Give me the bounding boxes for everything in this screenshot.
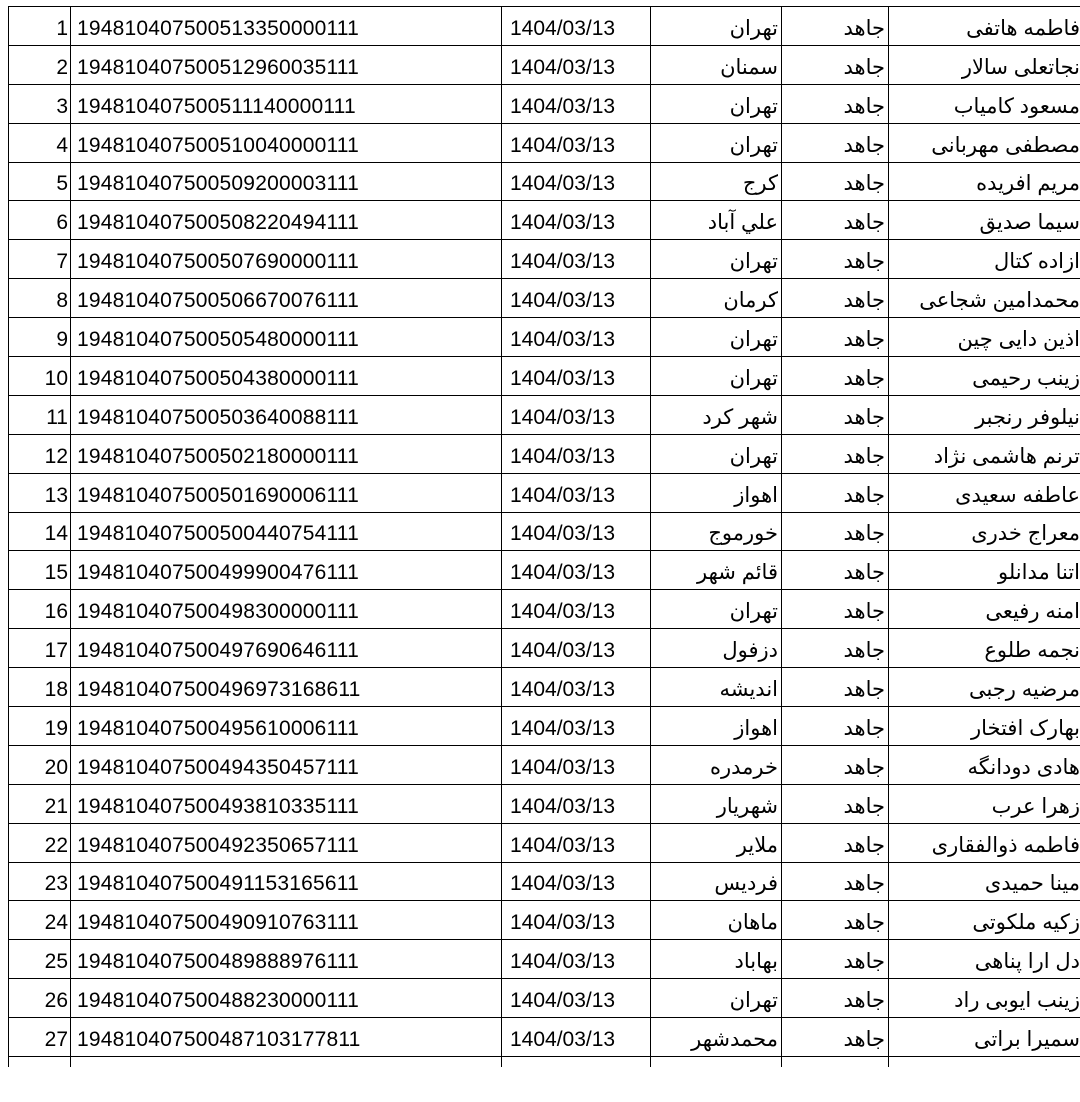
name-cell: اتنا مدانلو: [889, 551, 1080, 590]
name-cell: زهرا عرب: [889, 784, 1080, 823]
date-cell: 1404/03/13: [502, 357, 651, 396]
tracking-code-cell: 194810407500489888976111: [71, 940, 502, 979]
row-number-cell: 15: [9, 551, 71, 590]
city-cell: خورموج: [651, 512, 782, 551]
table-row: [9, 7, 1080, 46]
table-row: [9, 745, 1080, 784]
table-row: [9, 162, 1080, 201]
city-cell: تهران: [651, 318, 782, 357]
city-cell: محمدشهر: [651, 1018, 782, 1057]
name-cell: نجاتعلی سالار: [889, 45, 1080, 84]
tracking-code-cell: 194810407500497690646111: [71, 629, 502, 668]
city-cell: اندیشه: [651, 668, 782, 707]
table-row: [9, 201, 1080, 240]
table-row: [9, 434, 1080, 473]
row-number-cell: 19: [9, 707, 71, 746]
city-cell: خرمدره: [651, 745, 782, 784]
date-cell: 1404/03/13: [502, 279, 651, 318]
table-row: [9, 84, 1080, 123]
tracking-code-cell: 194810407500508220494111: [71, 201, 502, 240]
tracking-code-cell: 194810407500494350457111: [71, 745, 502, 784]
name-cell: زکیه ملکوتی: [889, 901, 1080, 940]
city-cell: کرج: [651, 162, 782, 201]
tracking-code-cell: 194810407500507690000111: [71, 240, 502, 279]
table-body: [9, 7, 1080, 1067]
date-cell: 1404/03/13: [502, 240, 651, 279]
row-number-cell: 4: [9, 123, 71, 162]
city-cell: اهواز: [651, 707, 782, 746]
date-cell: 1404/03/13: [502, 551, 651, 590]
city-cell: دزفول: [651, 629, 782, 668]
city-cell: شهر کرد: [651, 395, 782, 434]
date-cell: 1404/03/13: [502, 473, 651, 512]
date-cell: 1404/03/13: [502, 434, 651, 473]
name-cell: زینب ایوبی راد: [889, 979, 1080, 1018]
row-number-cell: 3: [9, 84, 71, 123]
table-row: [9, 784, 1080, 823]
tracking-code-cell: 194810407500512960035111: [71, 45, 502, 84]
tracking-code-cell: 194810407500506670076111: [71, 279, 502, 318]
table-row: [9, 979, 1080, 1018]
date-cell: 1404/03/13: [502, 1018, 651, 1057]
status-cell: جاهد: [782, 357, 889, 396]
empty-cell: [71, 1057, 502, 1067]
date-cell: 1404/03/13: [502, 784, 651, 823]
name-cell: امنه رفیعی: [889, 590, 1080, 629]
city-cell: تهران: [651, 357, 782, 396]
tracking-code-cell: 194810407500496973168611: [71, 668, 502, 707]
row-number-cell: 5: [9, 162, 71, 201]
tracking-code-cell: 194810407500498300000111: [71, 590, 502, 629]
name-cell: محمدامین شجاعی: [889, 279, 1080, 318]
name-cell: معراج خدری: [889, 512, 1080, 551]
city-cell: شهریار: [651, 784, 782, 823]
tracking-code-cell: 194810407500488230000111: [71, 979, 502, 1018]
date-cell: 1404/03/13: [502, 201, 651, 240]
status-cell: جاهد: [782, 551, 889, 590]
status-cell: جاهد: [782, 7, 889, 46]
status-cell: جاهد: [782, 434, 889, 473]
row-number-cell: 13: [9, 473, 71, 512]
tracking-code-cell: 194810407500490910763111: [71, 901, 502, 940]
date-cell: 1404/03/13: [502, 395, 651, 434]
name-cell: اذین دایی چین: [889, 318, 1080, 357]
table-row: [9, 862, 1080, 901]
city-cell: ماهان: [651, 901, 782, 940]
tracking-code-cell: 194810407500500440754111: [71, 512, 502, 551]
city-cell: تهران: [651, 979, 782, 1018]
row-number-cell: 9: [9, 318, 71, 357]
empty-cell: [889, 1057, 1080, 1067]
date-cell: 1404/03/13: [502, 862, 651, 901]
status-cell: جاهد: [782, 979, 889, 1018]
status-cell: جاهد: [782, 668, 889, 707]
date-cell: 1404/03/13: [502, 123, 651, 162]
name-cell: زینب رحیمی: [889, 357, 1080, 396]
row-number-cell: 10: [9, 357, 71, 396]
tracking-code-cell: 194810407500491153165611: [71, 862, 502, 901]
city-cell: کرمان: [651, 279, 782, 318]
status-cell: جاهد: [782, 240, 889, 279]
name-cell: مریم افریده: [889, 162, 1080, 201]
status-cell: جاهد: [782, 123, 889, 162]
status-cell: جاهد: [782, 473, 889, 512]
tracking-code-cell: 194810407500501690006111: [71, 473, 502, 512]
name-cell: مصطفی مهربانی: [889, 123, 1080, 162]
row-number-cell: 25: [9, 940, 71, 979]
name-cell: مینا حمیدی: [889, 862, 1080, 901]
empty-cell: [651, 1057, 782, 1067]
row-number-cell: 17: [9, 629, 71, 668]
date-cell: 1404/03/13: [502, 940, 651, 979]
status-cell: جاهد: [782, 745, 889, 784]
empty-cell: [782, 1057, 889, 1067]
status-cell: جاهد: [782, 279, 889, 318]
name-cell: سیما صدیق: [889, 201, 1080, 240]
status-cell: جاهد: [782, 84, 889, 123]
row-number-cell: 23: [9, 862, 71, 901]
row-number-cell: 21: [9, 784, 71, 823]
name-cell: سمیرا براتی: [889, 1018, 1080, 1057]
status-cell: جاهد: [782, 707, 889, 746]
empty-cell: [502, 1057, 651, 1067]
row-number-cell: 8: [9, 279, 71, 318]
name-cell: نیلوفر رنجبر: [889, 395, 1080, 434]
date-cell: 1404/03/13: [502, 707, 651, 746]
name-cell: مرضیه رجبی: [889, 668, 1080, 707]
table-row: [9, 551, 1080, 590]
tracking-code-cell: 194810407500487103177811: [71, 1018, 502, 1057]
status-cell: جاهد: [782, 395, 889, 434]
name-cell: ترنم هاشمی نژاد: [889, 434, 1080, 473]
city-cell: قائم شهر: [651, 551, 782, 590]
table-row: [9, 395, 1080, 434]
table-row: [9, 45, 1080, 84]
empty-cell: [9, 1057, 71, 1067]
table-row: [9, 357, 1080, 396]
table-row: [9, 823, 1080, 862]
row-number-cell: 27: [9, 1018, 71, 1057]
date-cell: 1404/03/13: [502, 668, 651, 707]
row-number-cell: 7: [9, 240, 71, 279]
date-cell: 1404/03/13: [502, 901, 651, 940]
tracking-code-cell: 194810407500504380000111: [71, 357, 502, 396]
table-row: [9, 1018, 1080, 1057]
row-number-cell: 14: [9, 512, 71, 551]
status-cell: جاهد: [782, 45, 889, 84]
table-row: [9, 123, 1080, 162]
table-row: [9, 707, 1080, 746]
name-cell: عاطفه سعیدی: [889, 473, 1080, 512]
city-cell: تهران: [651, 434, 782, 473]
status-cell: جاهد: [782, 318, 889, 357]
table-row: [9, 629, 1080, 668]
date-cell: 1404/03/13: [502, 162, 651, 201]
row-number-cell: 16: [9, 590, 71, 629]
table-row: [9, 240, 1080, 279]
row-number-cell: 18: [9, 668, 71, 707]
tracking-code-cell: 194810407500510040000111: [71, 123, 502, 162]
city-cell: تهران: [651, 7, 782, 46]
status-cell: جاهد: [782, 629, 889, 668]
table-row: [9, 668, 1080, 707]
row-number-cell: 1: [9, 7, 71, 46]
date-cell: 1404/03/13: [502, 318, 651, 357]
tracking-code-cell: 194810407500502180000111: [71, 434, 502, 473]
date-cell: 1404/03/13: [502, 512, 651, 551]
date-cell: 1404/03/13: [502, 745, 651, 784]
row-number-cell: 22: [9, 823, 71, 862]
tracking-code-cell: 194810407500492350657111: [71, 823, 502, 862]
tracking-code-cell: 194810407500505480000111: [71, 318, 502, 357]
city-cell: علي آباد: [651, 201, 782, 240]
status-cell: جاهد: [782, 1018, 889, 1057]
date-cell: 1404/03/13: [502, 629, 651, 668]
tracking-code-cell: 194810407500503640088111: [71, 395, 502, 434]
status-cell: جاهد: [782, 162, 889, 201]
city-cell: فردیس: [651, 862, 782, 901]
name-cell: فاطمه ذوالفقاری: [889, 823, 1080, 862]
status-cell: جاهد: [782, 901, 889, 940]
date-cell: 1404/03/13: [502, 84, 651, 123]
table-row: [9, 590, 1080, 629]
name-cell: بهارک افتخار: [889, 707, 1080, 746]
table-row: [9, 473, 1080, 512]
row-number-cell: 24: [9, 901, 71, 940]
row-number-cell: 26: [9, 979, 71, 1018]
name-cell: مسعود کامیاب: [889, 84, 1080, 123]
table-row: [9, 512, 1080, 551]
name-cell: دل ارا پناهی: [889, 940, 1080, 979]
tracking-code-cell: 194810407500495610006111: [71, 707, 502, 746]
status-cell: جاهد: [782, 784, 889, 823]
table-row: [9, 279, 1080, 318]
city-cell: ملایر: [651, 823, 782, 862]
name-cell: فاطمه هاتفی: [889, 7, 1080, 46]
city-cell: بهاباد: [651, 940, 782, 979]
name-cell: نجمه طلوع: [889, 629, 1080, 668]
date-cell: 1404/03/13: [502, 7, 651, 46]
table-row-partial: [9, 1057, 1080, 1067]
table-row: [9, 940, 1080, 979]
status-cell: جاهد: [782, 823, 889, 862]
date-cell: 1404/03/13: [502, 823, 651, 862]
table-row: [9, 901, 1080, 940]
status-cell: جاهد: [782, 201, 889, 240]
city-cell: تهران: [651, 123, 782, 162]
tracking-code-cell: 194810407500493810335111: [71, 784, 502, 823]
status-cell: جاهد: [782, 590, 889, 629]
table-row: [9, 318, 1080, 357]
name-cell: ازاده کتال: [889, 240, 1080, 279]
city-cell: تهران: [651, 84, 782, 123]
city-cell: سمنان: [651, 45, 782, 84]
row-number-cell: 11: [9, 395, 71, 434]
row-number-cell: 20: [9, 745, 71, 784]
row-number-cell: 12: [9, 434, 71, 473]
date-cell: 1404/03/13: [502, 590, 651, 629]
status-cell: جاهد: [782, 862, 889, 901]
date-cell: 1404/03/13: [502, 45, 651, 84]
city-cell: تهران: [651, 240, 782, 279]
status-cell: جاهد: [782, 512, 889, 551]
spreadsheet-table: [8, 6, 1080, 1067]
tracking-code-cell: 194810407500513350000111: [71, 7, 502, 46]
status-cell: جاهد: [782, 940, 889, 979]
tracking-code-cell: 194810407500511140000111: [71, 84, 502, 123]
tracking-code-cell: 194810407500509200003111: [71, 162, 502, 201]
city-cell: تهران: [651, 590, 782, 629]
date-cell: 1404/03/13: [502, 979, 651, 1018]
row-number-cell: 6: [9, 201, 71, 240]
row-number-cell: 2: [9, 45, 71, 84]
city-cell: اهواز: [651, 473, 782, 512]
tracking-code-cell: 194810407500499900476111: [71, 551, 502, 590]
name-cell: هادی دودانگه: [889, 745, 1080, 784]
